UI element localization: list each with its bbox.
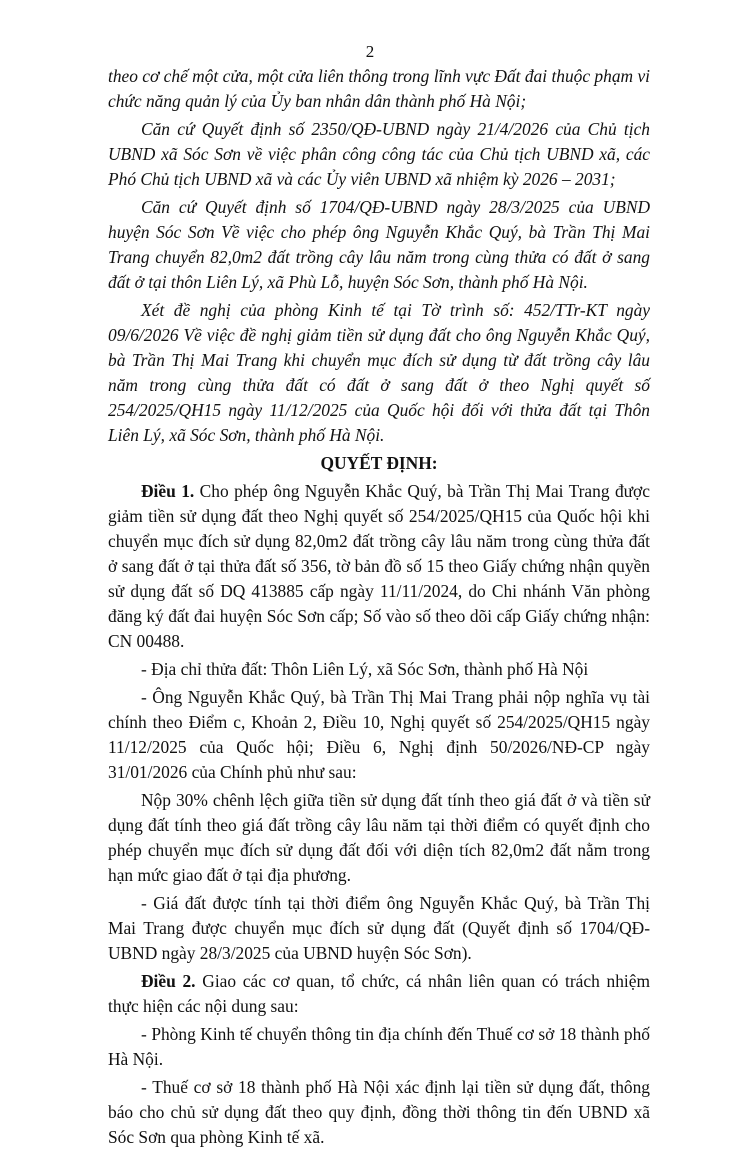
land-address: - Địa chỉ thửa đất: Thôn Liên Lý, xã Sóc Sơn, thành phố Hà Nội bbox=[141, 659, 589, 679]
payment-30-percent: Nộp 30% chênh lệch giữa tiền sử dụng đất tính theo giá đất ở và tiền sử dụng đất tính theo giá đất trồng cây lâu năm tại thời điểm có quyết định cho phép chuyển mục đích sử dụng đất đối với diện tích 82,0m2 đất nằm trong hạn mức giao đất ở tại địa phương. bbox=[108, 790, 650, 885]
article-1-label: Điều 1. bbox=[141, 481, 195, 501]
land-price-basis: - Giá đất được tính tại thời điểm ông Nguyễn Khắc Quý, bà Trần Thị Mai Trang được chuyển mục đích sử dụng đất (Quyết định số 1704/QĐ-UBND ngày 28/3/2025 của UBND huyện Sóc Sơn). bbox=[108, 893, 650, 963]
preamble-continuation: theo cơ chế một cửa, một cửa liên thông trong lĩnh vực Đất đai thuộc phạm vi chức năng quản lý của Ủy ban nhân dân thành phố Hà Nội; bbox=[108, 66, 650, 111]
article-2-text: Giao các cơ quan, tổ chức, cá nhân liên quan có trách nhiệm thực hiện các nội dung sau: bbox=[108, 971, 650, 1016]
financial-obligation: - Ông Nguyễn Khắc Quý, bà Trần Thị Mai Trang phải nộp nghĩa vụ tài chính theo Điểm c, Khoản 2, Điều 10, Nghị quyết số 254/2025/QH15 ngày 11/12/2025 của Quốc hội; Điều 6, Nghị định 50/2026/NĐ-CP ngày 31/01/2026 của Chính phủ như sau: bbox=[108, 687, 650, 782]
article-2-label: Điều 2. bbox=[141, 971, 196, 991]
article-2-paragraph bbox=[108, 969, 650, 1019]
can-cu-paragraph-1: Căn cứ Quyết định số 2350/QĐ-UBND ngày 21/4/2026 của Chủ tịch UBND xã Sóc Sơn về việc phân công công tác của Chủ tịch UBND xã, các Phó Chủ tịch UBND xã và các Ủy viên UBND xã nhiệm kỳ 2026 – 2031; bbox=[108, 119, 650, 189]
article-2-item-1: - Phòng Kinh tế chuyển thông tin địa chính đến Thuế cơ sở 18 thành phố Hà Nội. bbox=[108, 1024, 650, 1069]
document-body bbox=[108, 64, 650, 1153]
page-number: 2 bbox=[365, 42, 375, 61]
xet-de-nghi-paragraph: Xét đề nghị của phòng Kinh tế tại Tờ trình số: 452/TTr-KT ngày 09/6/2026 Về việc đề nghị giảm tiền sử dụng đất cho ông Nguyễn Khắc Quý, bà Trần Thị Mai Trang khi chuyển mục đích sử dụng từ đất trồng cây lâu năm trong cùng thửa đất có đất ở sang đất ở theo Nghị quyết số 254/2025/QH15 ngày 11/12/2025 của Quốc hội đối với thửa đất tại Thôn Liên Lý, xã Sóc Sơn, thành phố Hà Nội. bbox=[108, 300, 650, 445]
decision-title: QUYẾT ĐỊNH: bbox=[320, 453, 438, 473]
article-1-paragraph bbox=[108, 479, 650, 654]
article-1-text: Cho phép ông Nguyễn Khắc Quý, bà Trần Thị Mai Trang được giảm tiền sử dụng đất theo Nghị quyết số 254/2025/QH15 của Quốc hội khi chuyển mục đích sử dụng 82,0m2 đất trồng cây lâu năm trong cùng thửa đất ở sang đất ở tại thửa đất số 356, tờ bản đồ số 15 theo Giấy chứng nhận quyền sử dụng đất số DQ 413885 cấp ngày 11/11/2024, do Chi nhánh Văn phòng đăng ký đất đai huyện Sóc Sơn cấp; Số vào số theo dõi cấp Giấy chứng nhận: CN 00488. bbox=[108, 481, 650, 651]
article-2-item-2: - Thuế cơ sở 18 thành phố Hà Nội xác định lại tiền sử dụng đất, thông báo cho chủ sử dụng đất theo quy định, đồng thời thông tin đến UBND xã Sóc Sơn qua phòng Kinh tế xã. bbox=[108, 1077, 650, 1147]
can-cu-paragraph-2: Căn cứ Quyết định số 1704/QĐ-UBND ngày 28/3/2025 của UBND huyện Sóc Sơn Về việc cho phép ông Nguyễn Khắc Quý, bà Trần Thị Mai Trang chuyển 82,0m2 đất trồng cây lâu năm trong cùng thửa có đất ở sang đất ở tại thôn Liên Lý, xã Phù Lỗ, huyện Sóc Sơn, thành phố Hà Nội. bbox=[108, 197, 650, 292]
